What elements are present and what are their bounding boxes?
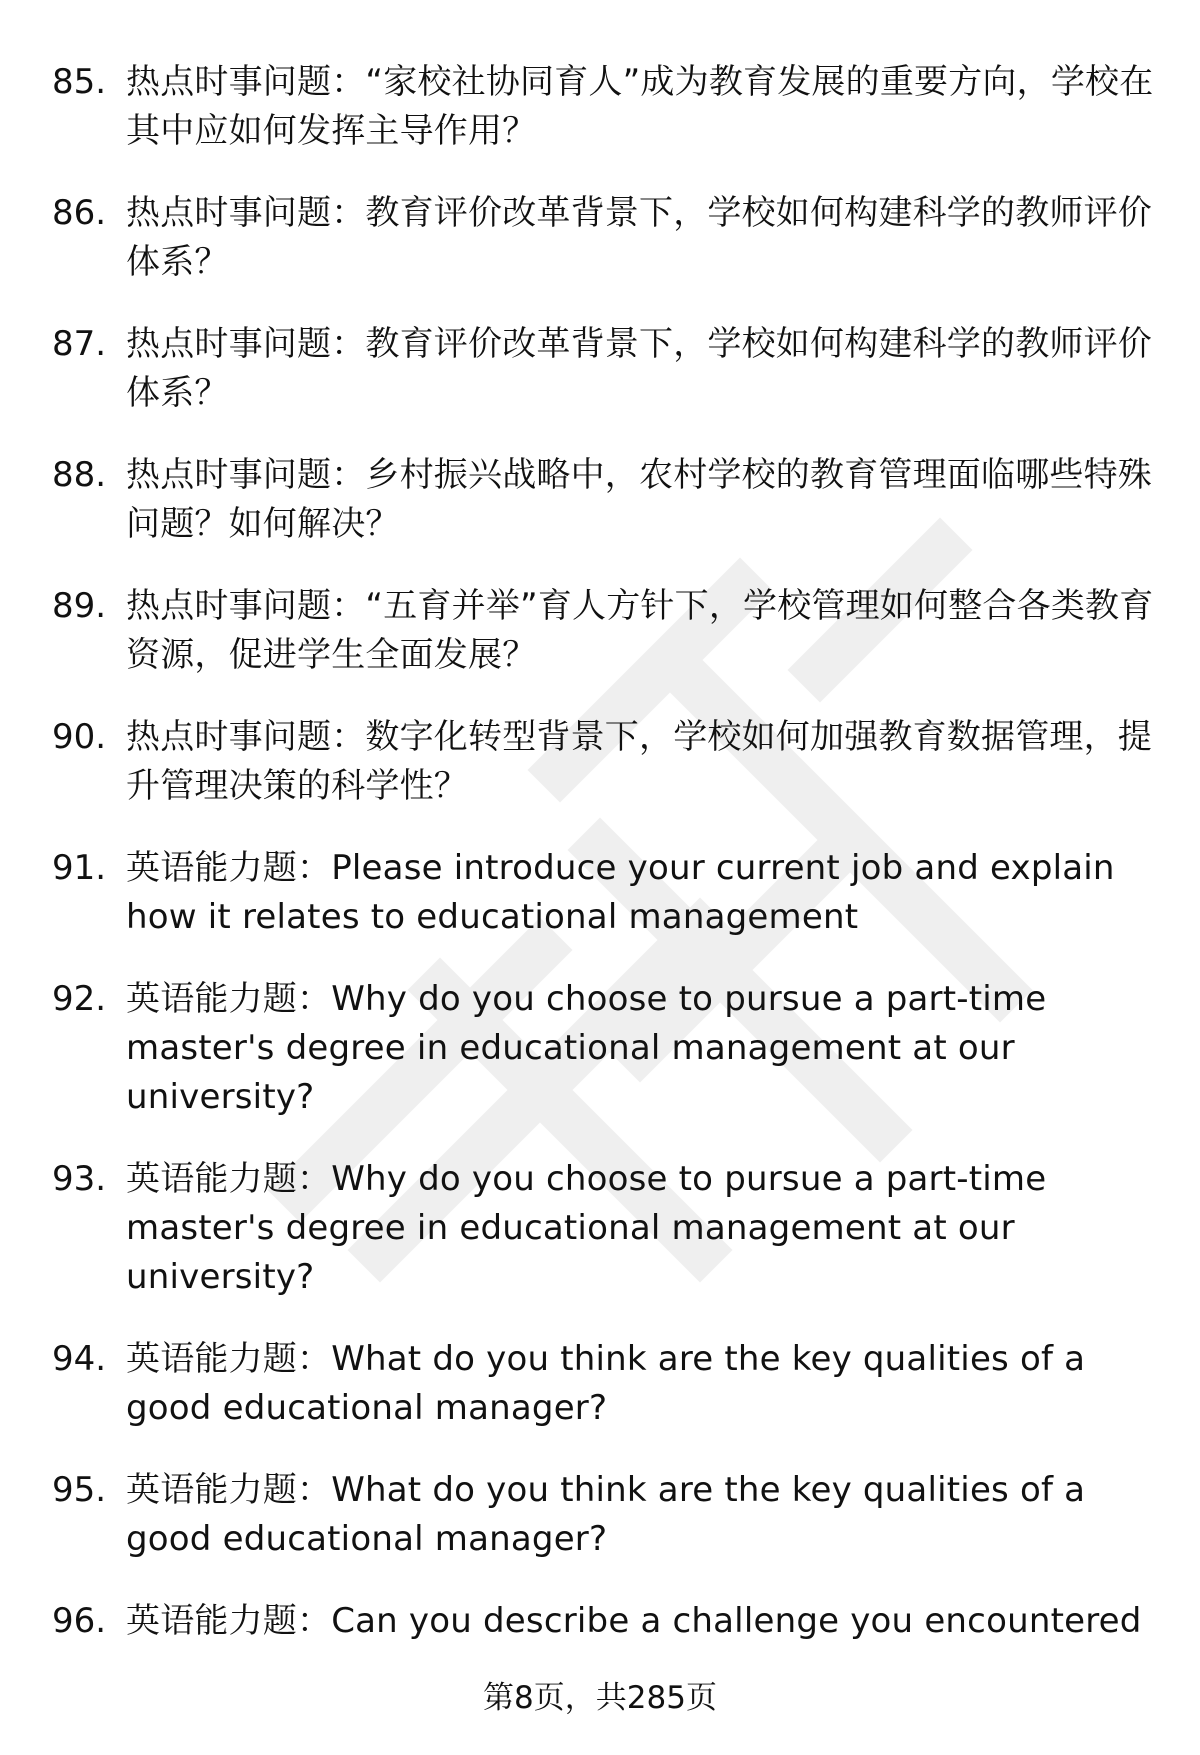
question-text: 英语能力题：Please introduce your current job and explain how it relates to educational management xyxy=(126,848,1115,937)
list-item xyxy=(52,713,1162,811)
page-footer: 第8页，共285页 xyxy=(483,1680,717,1716)
question-text: 热点时事问题：教育评价改革背景下，学校如何构建科学的教师评价体系？ xyxy=(126,193,1152,282)
question-number: 85. xyxy=(52,62,107,102)
list-item xyxy=(52,451,1162,549)
list-item xyxy=(52,1155,1162,1302)
question-text: 英语能力题：What do you think are the key qualities of a good educational manager? xyxy=(126,1470,1086,1559)
question-text: 英语能力题：What do you think are the key qualities of a good educational manager? xyxy=(126,1339,1086,1428)
question-text: 热点时事问题：“家校社协同育人”成为教育发展的重要方向，学校在其中应如何发挥主导作用？ xyxy=(126,62,1154,151)
question-text: 英语能力题：Can you describe a challenge you encountered xyxy=(126,1601,1142,1641)
list-item xyxy=(52,1466,1162,1564)
list-item xyxy=(52,582,1162,680)
question-number: 88. xyxy=(52,455,107,495)
list-item xyxy=(52,975,1162,1122)
question-number: 94. xyxy=(52,1339,107,1379)
question-text: 热点时事问题：“五育并举”育人方针下，学校管理如何整合各类教育资源，促进学生全面发展？ xyxy=(126,586,1154,675)
question-text: 热点时事问题：乡村振兴战略中，农村学校的教育管理面临哪些特殊问题？如何解决？ xyxy=(126,455,1152,544)
question-text: 热点时事问题：数字化转型背景下，学校如何加强教育数据管理，提升管理决策的科学性？ xyxy=(126,717,1152,806)
question-number: 89. xyxy=(52,586,107,626)
question-number: 90. xyxy=(52,717,107,757)
question-number: 93. xyxy=(52,1159,107,1199)
question-number: 96. xyxy=(52,1601,107,1641)
question-number: 95. xyxy=(52,1470,107,1510)
question-text: 英语能力题：Why do you choose to pursue a part-time master's degree in educational management at our university? xyxy=(126,1159,1047,1297)
question-text: 热点时事问题：教育评价改革背景下，学校如何构建科学的教师评价体系？ xyxy=(126,324,1152,413)
question-list xyxy=(52,58,1162,1679)
list-item xyxy=(52,1597,1162,1646)
list-item xyxy=(52,320,1162,418)
list-item xyxy=(52,58,1162,156)
question-number: 86. xyxy=(52,193,107,233)
list-item xyxy=(52,844,1162,942)
question-number: 92. xyxy=(52,979,107,1019)
question-number: 91. xyxy=(52,848,107,888)
question-number: 87. xyxy=(52,324,107,364)
question-text: 英语能力题：Why do you choose to pursue a part-time master's degree in educational management at our university? xyxy=(126,979,1047,1117)
list-item xyxy=(52,1335,1162,1433)
list-item xyxy=(52,189,1162,287)
